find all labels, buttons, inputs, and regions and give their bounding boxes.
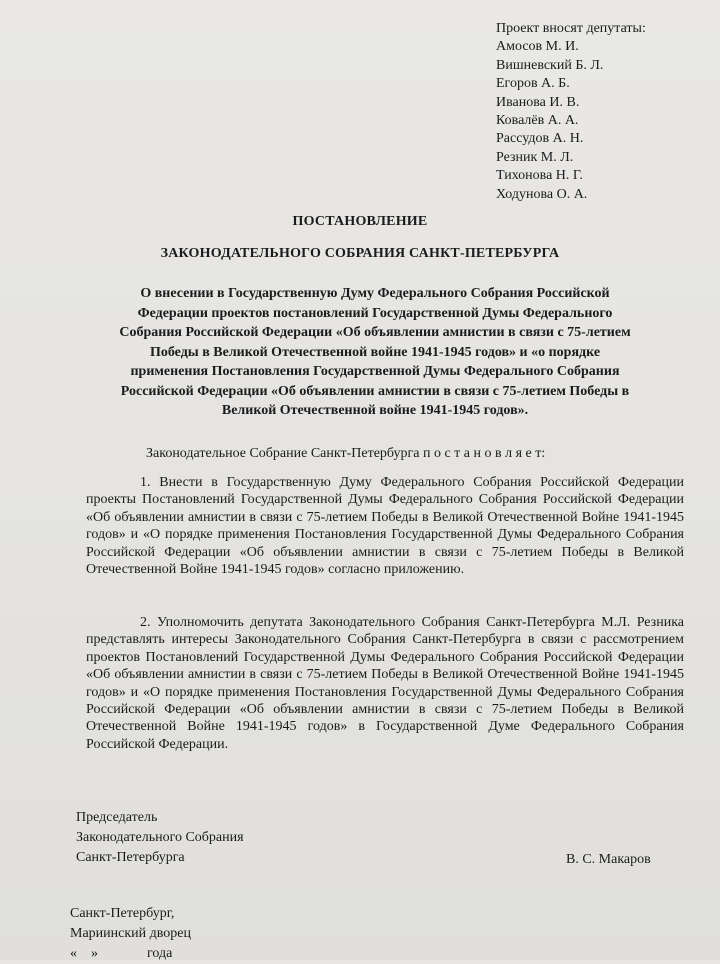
signatory-title-line: Председатель: [76, 810, 158, 825]
signatory-name: В. С. Макаров: [566, 852, 651, 867]
place-line: Санкт-Петербург,: [70, 906, 175, 921]
signatory-title: [76, 808, 244, 868]
sponsor-name: Резник М. Л.: [496, 149, 574, 165]
signatory-title-line: Санкт-Петербурга: [76, 850, 185, 865]
place-and-date: [70, 904, 191, 964]
sponsors-block: [496, 20, 646, 204]
document-type: ПОСТАНОВЛЕНИЕ: [292, 214, 428, 229]
place-line: Мариинский дворец: [70, 926, 191, 941]
sponsor-name: Вишневский Б. Л.: [496, 57, 604, 73]
sponsor-name: Иванова И. В.: [496, 94, 580, 110]
document-issuer: ЗАКОНОДАТЕЛЬНОГО СОБРАНИЯ САНКТ-ПЕТЕРБУРГА: [160, 246, 560, 261]
sponsor-name: Ходунова О. А.: [496, 186, 588, 202]
date-line: « » года: [70, 946, 173, 961]
signatory-title-line: Законодательного Собрания: [76, 830, 244, 845]
paragraph-text: 2. Уполномочить депутата Законодательного Собрания Санкт-Петербурга М.Л. Резника представлять интересы Законодательного Собрания Санкт-Петербурга в связи с рассмотрением проектов Постановлений Государственной Думы Федерального Собрания Российской Федерации «Об объявлении амнистии в связи с 75-летием Победы в Великой Отечественной Войне 1941-1945 годов» и «О порядке применения Постановления Государственной Думы Федерального Собрания Российской Федерации «Об объявлении амнистии в связи с 75-летием Победы в Великой Отечественной Войне 1941-1945 годов» в Государственной Думе Федерального Собрания Российской Федерации.: [86, 615, 684, 752]
sponsor-name: Егоров А. Б.: [496, 76, 570, 92]
sponsor-name: Тихонова Н. Г.: [496, 168, 583, 184]
resolution-paragraph-2: [86, 614, 684, 753]
sponsors-header: Проект вносят депутаты:: [496, 21, 646, 36]
sponsor-name: Рассудов А. Н.: [496, 131, 584, 147]
sponsor-name: Амосов М. И.: [496, 39, 579, 55]
resolution-paragraph-1: [86, 474, 684, 578]
paragraph-text: 1. Внести в Государственную Думу Федерального Собрания Российской Федерации проекты Постановлений Государственной Думы Федерального Собрания Российской Федерации «Об объявлении амнистии в связи с 75-летием Победы в Великой Отечественной Войне 1941-1945 годов» и «О порядке применения Постановления Государственной Думы Федерального Собрания Российской Федерации «Об объявлении амнистии в связи с 75-летием Победы в Великой Отечественной Войне 1941-1945 годов» согласно приложению.: [86, 475, 684, 578]
document-subject: О внесении в Государственную Думу Федерального Собрания Российской Федерации проектов постановлений Государственной Думы Федерального Собрания Российской Федерации «Об объявлении амнистии в связи с 75-летием Победы в Великой Отечественной войне 1941-1945 годов» и «о порядке применения Постановления Государственной Думы Федерального Собрания Российской Федерации «Об объявлении амнистии в связи с 75-летием Победы в Великой Отечественной войне 1941-1945 годов».: [119, 286, 631, 418]
sponsor-name: Ковалёв А. А.: [496, 113, 579, 129]
resolution-intro: Законодательное Собрание Санкт-Петербурга п о с т а н о в л я е т:: [146, 446, 546, 461]
